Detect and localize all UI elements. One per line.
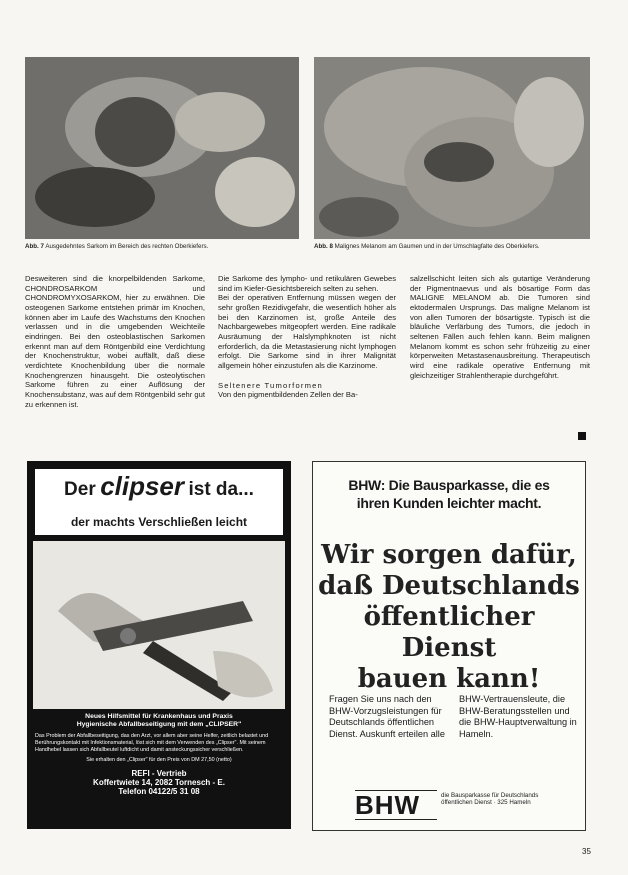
column-1-text: Desweiteren sind die knorpelbildenden Sarkome, CHONDROSARKOM und CHONDROMYXOSARKOM, hier zu erwähnen. Die osteogenen Sarkome entstehen primär im Knochen, können aber im Laufe des Wachstums den Knochen verlassen und in die umgebenden Weichteile eindringen. Bei den osteoblastischen Sarkomen erkennt man auf dem Röntgenbild eine Verdichtung der Knochenstruktur, wobei auffällt, daß diese verdichtete Knochenbildung über die normale Knochengrenzen hinausgeht. Die osteolytischen Sarkome führen zu einer Auflösung der Knochensubstanz, was auf dem Röntgenbild sehr gut zu erkennen ist.: [25, 274, 205, 409]
figure-7-photo: [25, 57, 299, 239]
bhw-advertisement: [312, 461, 586, 831]
clipser-title-post: ist da...: [188, 479, 254, 500]
article-column-1: [25, 274, 205, 409]
article-column-2: [218, 274, 396, 400]
column-2-text: Die Sarkome des lympho- und retikulären Gewebes sind im Kiefer-Gesichtsbereich selten zu sehen. Bei der operativen Entfernung müssen wegen der sehr großen Rezidivgefahr, die wesentlich höher als bei den Karzinomen ist, große Anteile des Nachbargewebes mitgeopfert werden. Eine radikale Ausräumung der Halslymphknoten ist nicht erforderlich, da die Metastasierung nicht lymphogen erfolgt. Die Sarkome sind in ihrer Malignität allgemein höher einzustufen als die Karzinome.: [218, 274, 396, 370]
section-heading: Seltenere Tumorformen: [218, 380, 323, 390]
column-3-text: salzellschicht leiten sich als gutartige Veränderung der Pigmentnaevus und als bösartige Form das MALIGNE MELANOM ab. Die Tumoren sind ektodermalen Ursprungs. Das maligne Melanom ist von allen Tumoren der bösartigste. Typisch ist die bläuliche Verfärbung des Tumors, die jedoch in seltenen Fällen auch fehlen kann. Beim malignen Melanom kommt es schon sehr frühzeitig zu einer körperweiten Metastasenausbreitung. Therapeutisch wird eine radikale operative Entfernung mit gleichzeitiger Strahlentherapie durchgeführt.: [410, 274, 590, 380]
clipser-title-box: [35, 469, 283, 517]
clipser-subtitle-box: [35, 513, 283, 535]
clipser-subtitle: der machts Verschließen leicht: [70, 515, 248, 529]
clipser-headline: Neues Hilfsmittel für Krankenhaus und Praxis Hygienische Abfallbeseitigung mit dem „CLIPSER": [76, 713, 242, 729]
bhw-slogan: [313, 540, 585, 695]
clipser-title-pre: Der: [64, 479, 96, 500]
bhw-slogan-line-2: daß Deutschlands: [318, 571, 580, 601]
figure-7-caption: [25, 243, 299, 250]
clipser-phone: Telefon 04122/5 31 08: [118, 787, 200, 797]
figure-8-label: Abb. 8: [314, 243, 333, 250]
bhw-slogan-line-1: Wir sorgen dafür,: [321, 540, 577, 570]
end-mark: [578, 432, 586, 440]
figure-7-text: Ausgedehntes Sarkom im Bereich des rechten Oberkiefers.: [45, 243, 209, 250]
bhw-headline-line-1: BHW: Die Bausparkasse, die es: [348, 477, 550, 493]
bhw-slogan-line-4: bauen kann!: [357, 664, 541, 694]
page-number: 35: [582, 847, 591, 856]
bhw-logo-caption: die Bausparkasse für Deutschlands öffentlichen Dienst · 325 Hameln: [441, 792, 539, 807]
figure-8-text: Malignes Melanom am Gaumen und in der Umschlagfalte des Oberkiefers.: [334, 243, 540, 250]
figure-8-caption: [314, 243, 590, 250]
bhw-text-left: Fragen Sie uns nach den BHW-Vorzugsleistungen für Deutschlands öffentlichen Dienst. Auskunft erteilen alle: [329, 694, 445, 739]
clipser-order-line: Sie erhalten den „Clipser" für den Preis von DM 27,50 (netto): [86, 757, 232, 764]
column-2-continuation: Von den pigmentbildenden Zellen der Ba-: [218, 390, 358, 400]
clipser-address: Koffertwiete 14, 2082 Tornesch - E.: [93, 778, 225, 788]
bhw-slogan-line-3: öffentlicher Dienst: [363, 602, 535, 663]
bhw-logo-box: [355, 790, 437, 820]
clipser-advertisement: [27, 461, 291, 829]
figure-7-label: Abb. 7: [25, 243, 44, 250]
figure-8-photo: [314, 57, 590, 239]
clipser-product-image: [33, 541, 285, 709]
clipser-brand: clipser: [100, 471, 185, 501]
article-column-3: [410, 274, 590, 380]
bhw-logo: BHW: [355, 790, 421, 820]
bhw-headline: [313, 476, 585, 512]
clipser-body: Das Problem der Abfallbeseitigung, das den Arzt, vor allem aber seine Helfer, zeitlich belastet und Berührungskontakt mit Infektionsmaterial, löst sich mit dem Verwenden des „Clipser". Mit seinem Handhebel lassen sich Abfallbeutel luftdicht und damit ansteckungssicher verschließen.: [35, 732, 269, 754]
bhw-headline-line-2: ihren Kunden leichter macht.: [356, 495, 542, 511]
clipser-text-block: [35, 713, 283, 797]
clipser-company: REFI - Vertrieb: [131, 768, 187, 778]
bhw-text-right: BHW-Vertrauensleute, die BHW-Beratungsstellen und die BHW-Hauptverwaltung in Hameln.: [459, 694, 577, 739]
